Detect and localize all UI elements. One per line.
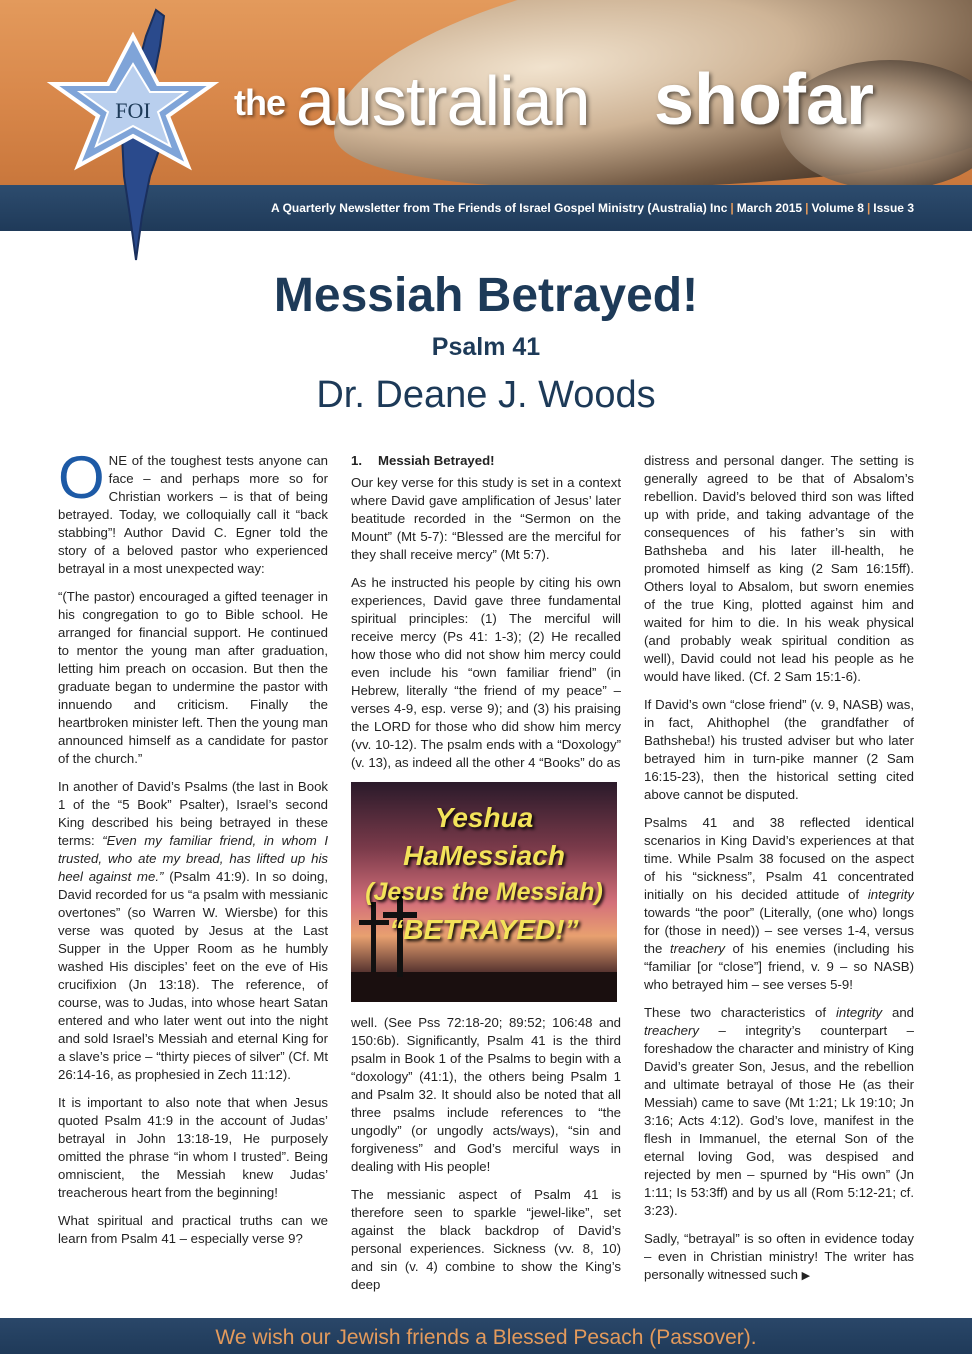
col3-paragraph-2: If David’s own “close friend” (v. 9, NASB) was, in fact, Ahithophel (the grandfather of Bathsheba!) his trusted adviser but who later betrayed him in turn-pike manner (2 Sam 16:15-23), then the historical setting cited above cannot be disputed. xyxy=(644,697,914,802)
betrayed-cross-image xyxy=(351,782,617,1002)
continued-arrow-icon: ▶ xyxy=(801,1270,811,1282)
col3-paragraph-1: distress and personal danger. The setting is generally agreed to be that of Absalom’s rebellion. David’s beloved third son was lifted up with pride, and taking advantage of the consequences of his father’s sin with Bathsheba and his later ill-health, he promoted himself as king (2 Sam 16:15ff). Others loyal to Absalom, but sworn enemies of the true King, plotted against him and waited for him to die. In his weak physical (and probably weak spiritual condition as well), David could not lead his people as he would have liked. (Cf. 2 Sam 15:1-6). xyxy=(644,453,914,684)
tagline-issue: Issue 3 xyxy=(873,201,914,215)
article-column-2 xyxy=(351,452,621,1292)
article-author: Dr. Deane J. Woods xyxy=(316,374,656,416)
col2-paragraph-3: well. (See Pss 72:18-20; 89:52; 106:48 and 150:6b). Significantly, Psalm 41 is the third psalm in Book 1 of the Psalms to begin with a “doxology” (41:1), the others being Psalm 1 and Psalm 32. It should also be noted that all three psalms include references to “the ungodly” (or ungodly acts/ways), “sin and forgiveness” and God’s merciful ways in dealing with His people! xyxy=(351,1015,621,1174)
col3-paragraph-4: These two characteristics of integrity and treachery – integrity’s counterpart – foreshadow the character and ministry of King David’s greater Son, Jesus, and the rebellion and ultimate betrayal of those He (as their Messiah) came to save (Mt 1:21; Lk 19:10; Jn 3:16; Acts 4:12). God’s love, manifest in the flesh in Immanuel, the eternal Son of the eternal loving God, was despised and rejected by men – spurned by “His own” (Jn 1:11; Is 53:3ff) and by us all (Rom 5:12-21; cf. 3:23). xyxy=(644,1005,914,1218)
col2-paragraph-4: The messianic aspect of Psalm 41 is therefore seen to sparkle “jewel-like”, set against the black backdrop of David’s personal experiences. Sickness (vv. 8, 10) and sin (v. 4) combine to show the King’s deep xyxy=(351,1187,621,1292)
tagline-date: March 2015 xyxy=(736,201,803,215)
col2-paragraph-1: Our key verse for this study is set in a context where David gave amplification of Jesus’ later beatitude recorded in the “Sermon on the Mount” (Mt 5-7): “Blessed are the merciful for they shall receive mercy” (Mt 5:7). xyxy=(351,475,621,562)
section-heading: 1. Messiah Betrayed! xyxy=(351,453,495,468)
col3-paragraph-5: Sadly, “betrayal” is so often in evidence today – even in Christian ministry! The writer has personally witnessed such ▶ xyxy=(644,1231,914,1282)
article-column-1 xyxy=(58,452,328,1292)
foi-star-logo xyxy=(38,6,228,266)
tagline-org: A Quarterly Newsletter from The Friends of Israel Gospel Ministry (Australia) Inc xyxy=(271,201,728,215)
col1-paragraph-3: In another of David’s Psalms (the last in Book 1 of the “5 Book” Psalter), Israel’s second King described his being betrayed in these terms: “Even my familiar friend, in whom I trusted, who ate my bread, has lifted up his heel against me.” (Psalm 41:9). In so doing, David recorded for us “a psalm with messianic overtones” (so Warren W. Wiersbe) for this verse was quoted by Jesus at the Last Supper in the Upper Room as he humbly washed His disciples’ feet on the eve of His crucifixion (Jn 13:18). The reference, of course, was to Judas, into whose heart Satan entered and who later went out into the night and sold Israel’s Messiah and eternal King for a slave’s price – “thirty pieces of silver” (Cf. Mt 26:14-16, as prophesied in Zech 11:12). xyxy=(58,779,328,1082)
masthead-title-the: the xyxy=(234,82,285,123)
article-subtitle: Psalm 41 xyxy=(431,333,541,361)
masthead-title-shofar: shofar xyxy=(654,60,875,140)
image-caption-line-1: Yeshua xyxy=(434,802,534,833)
article-title: Messiah Betrayed! xyxy=(273,269,699,322)
newsletter-tagline: A Quarterly Newsletter from The Friends of Israel Gospel Ministry (Australia) Inc | March 2015 | Volume 8 | Issue 3 xyxy=(271,201,914,215)
col2-paragraph-2: As he instructed his people by citing his own experiences, David gave three fundamental spiritual principles: (1) The merciful will receive mercy (Ps 41: 1-3); (2) He recalled how those who did not show him mercy could even include his “own familiar friend” (in Hebrew, literally “the friend of my peace” – verses 4-9, esp. verse 9); and (3) his praising the LORD for those who did show him mercy (vv. 10-12). The psalm ends with a “Doxology” (v. 13), as indeed all the other 4 “Books” do as xyxy=(351,575,621,770)
logo-text: FOI xyxy=(115,98,151,123)
col1-paragraph-4: It is important to also note that when Jesus quoted Psalm 41:9 in the account of Judas’ betrayal in John 13:18-19, He purposely omitted the phrase “in whom I trusted”. Being omniscient, the Messiah knew Judas’ treacherous heart from the beginning! xyxy=(58,1095,328,1200)
masthead-title-australian: australian xyxy=(296,62,590,140)
col1-paragraph-2: “(The pastor) encouraged a gifted teenager in his congregation to go to Bible school. He arranged for financial support. He continued to mentor the young man after graduation, letting him preach on occasion. But then the graduate began to undermine the pastor with innuendo and criticism. Finally the heartbroken minister left. Then the young man announced himself as a candidate for pastor of the church.” xyxy=(58,589,328,766)
col3-paragraph-3: Psalms 41 and 38 reflected identical scenarios in King David’s experiences at that time. While Psalm 38 focused on the aspect of his “sickness”, Psalm 41 concentrated initially on his decided attitude of integrity towards “the poor” (Literally, (one who) longs for (those in need)) – see verses 1-4, versus the treachery of his enemies (including his “familiar [or “close”] friend, v. 9 – so NASB) who betrayed him – see verses 5-9! xyxy=(644,815,914,992)
image-caption-line-2: HaMessiach xyxy=(403,840,565,871)
col1-paragraph-5: What spiritual and practical truths can we learn from Psalm 41 – especially verse 9? xyxy=(58,1213,328,1246)
image-caption-line-4: “BETRAYED!” xyxy=(389,914,579,945)
footer-message: We wish our Jewish friends a Blessed Pesach (Passover). xyxy=(215,1326,757,1349)
article-column-3 xyxy=(644,452,914,1292)
col1-paragraph-1: ONE of the toughest tests anyone can face – and perhaps more so for Christian workers – is that of being betrayed. Today, we colloquially call it “back stabbing”! Author David C. Egner told the story of a beloved pastor who experienced betrayal in a most unexpected way: xyxy=(58,452,328,576)
drop-cap: O xyxy=(58,452,105,511)
psalm-quote: “Even my familiar friend, in whom I trusted, who ate my bread, has lifted up his heel against me.” xyxy=(58,833,328,884)
image-caption-line-3: (Jesus the Messiah) xyxy=(365,878,603,906)
tagline-volume: Volume 8 xyxy=(811,201,864,215)
